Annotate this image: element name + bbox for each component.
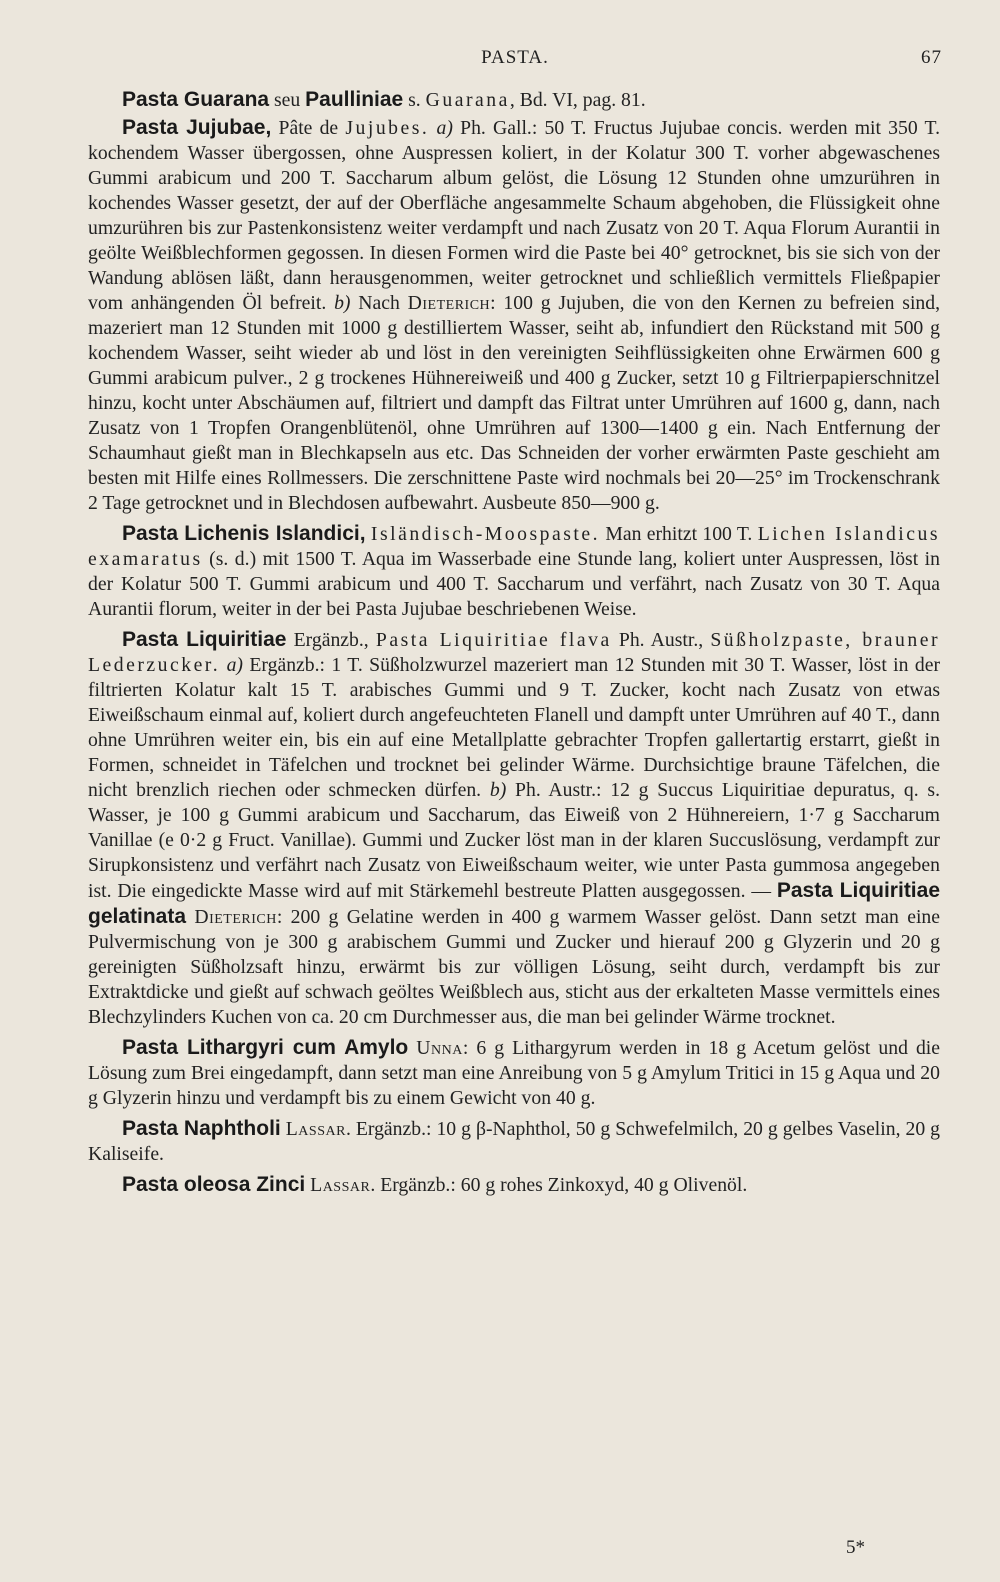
headword: Pasta Lichenis Islandici, (122, 522, 366, 545)
text-run: Ph. Gall.: 50 T. Fructus Jujubae concis. werden mit 350 T. kochendem Wasser übergossen, ohne Auspressen koliert, in der Kolatur 300 T. vorher abgewaschenes Gummi arabicum und 200 T. Saccharum album gelöst, die Lösung 12 Stunden ohne umzurühren in kochendes Wasser gesetzt, der auf der Oberfläche angesammelte Schaum abgehoben, die Flüssigkeit ohne umzurühren bis zur Pastenkonsistenz weiter verdampft und nach Zusatz von 20 T. Aqua Florum Aurantii in geölte Weißblechformen gegossen. In diesen Formen wird die Paste bei 40° getrocknet, bis sie sich von der Wandung ablösen läßt, dann herausgenommen, weiter getrocknet und schließlich vermittels Fließpapier vom anhängenden Öl befreit. (88, 117, 941, 314)
text-run: : 200 g Gelatine werden in 400 g warmem Wasser gelöst. Dann setzt man eine Pulvermischung von je 300 g arabischem Gummi und Zucker und hierauf 200 g Glyzerin und 20 g gereinigten Süßholzsaft hinzu, erwärmt bis zur völligen Lösung, seiht durch, verdampft bis zur Extraktdicke und gießt auf schwach geöltes Weißblech aus, sticht aus der erkalteten Masse vermittels eines Blechzylinders Kuchen von ca. 20 cm Durchmesser aus, die man bei gelinder Wärme trocknet. (88, 906, 940, 1028)
text-run: : 6 g Lithargyrum werden in 18 g Acetum gelöst und die Lösung zum Brei eingedampft, dann setzt man eine Anreibung von 5 g Amylum Tritici in 15 g Aqua und 20 g Glyzerin hinzu und verdampft bis zu einem Gewicht von 40 g. (88, 1037, 941, 1109)
text-run: (s. d.) mit 1500 T. Aqua im Wasserbade eine Stunde lang, koliert unter Auspressen, löst in der Kolatur 500 T. Gummi arabicum und 400 T. Saccharum und verfährt, nach Zusatz von 30 T. Aqua Aurantii florum, weiter in der bei Pasta Jujubae beschriebenen Weise. (88, 548, 940, 620)
text-run: Man erhitzt 100 T. (600, 523, 758, 545)
spaced-term: Süßholzpaste, brauner Lederzucker. (88, 629, 941, 676)
italic-marker: a) (429, 117, 453, 139)
headword: Pasta oleosa Zinci (122, 1173, 306, 1196)
entry-pasta-lichenis-islandici (88, 521, 940, 622)
entry-pasta-liquiritiae (88, 627, 940, 1030)
spaced-term: Lichen Islandicus examaratus (88, 523, 940, 570)
text-run: Ph. Austr.: 12 g Succus Liquiritiae depuratus, q. s. Wasser, je 100 g Gummi arabicum und Saccharum, das Eiweiß von 2 Hühnereiern, 1·7 g Saccharum Vanillae (e 0·2 g Fruct. Vanillae). Gummi und Zucker löst man in der klaren Succuslösung, verdampft zur Sirupkonsistenz und verfährt nach Zusatz von Eiweißschaum weiter, wie unter Pasta gummosa angegeben ist. Die eingedickte Masse wird auf mit Stärkemehl bestreute Platten ausgegossen. — (88, 779, 941, 902)
author-name: Lassar (285, 1118, 346, 1140)
text-run: . Ergänzb.: 10 g β-Naphthol, 50 g Schwefelmilch, 20 g gelbes Vaselin, 20 g Kaliseife. (88, 1118, 941, 1165)
author-name: Unna (416, 1037, 463, 1059)
running-header (88, 47, 942, 77)
running-title: PASTA. (481, 47, 549, 68)
italic-marker: b) (481, 779, 507, 801)
italic-marker: b) (326, 292, 351, 314)
author-name: Dieterich (407, 292, 491, 314)
headword: Pasta Jujubae, (122, 116, 272, 139)
entry-pasta-jujubae (88, 115, 940, 516)
page-number: 67 (921, 47, 942, 68)
headword: Pasta Guarana (122, 88, 270, 111)
author-name: Dieterich (194, 906, 277, 928)
signature-mark: 5* (846, 1537, 865, 1558)
text-run: Ergänzb.: 1 T. Süßholzwurzel mazeriert man 12 Stunden mit 30 T. Wasser, löst in der filtrierten Kolatur kalt 15 T. arabisches Gummi und 9 T. Zucker, kocht nach Zusatz von etwas Eiweißschaum einmal auf, koliert durch angefeuchteten Flanell und dampft unter Umrühren auf 40 T., dann ohne Umrühren weiter ein, bis ein auf eine Metallplatte gebrachter Tropfen gallertartig erstarrt, gießt in Formen, schneidet in Täfelchen und trocknet bei gelinder Wärme. Durchsichtige braune Täfelchen, die nicht brenzlich riechen oder schmecken dürfen. (88, 654, 941, 801)
headword: Pasta Naphtholi (122, 1117, 281, 1140)
entry-pasta-oleosa-zinci (88, 1172, 940, 1198)
headword-secondary: Pasta Liquiritiae gelatinata (88, 879, 941, 928)
headword: Pasta Liquiritiae (122, 628, 287, 651)
spaced-term: Jujubes. (345, 117, 430, 139)
spaced-term: Pasta Liquiritiae flava (375, 629, 612, 651)
italic-marker: a) (220, 654, 243, 676)
text-run: Ph. Austr., (611, 629, 711, 651)
text-run: : 100 g Jujuben, die von den Kernen zu befreien sind, mazeriert man 12 Stunden mit 1000 g destilliertem Wasser, seiht ab, infundiert den Rückstand mit 500 g kochendem Wasser, seiht wieder ab und löst in den vereinigten Seihflüssigkeiten ohne Erwärmen 600 g Gummi arabicum pulver., 2 g trockenes Hühnereiweiß und 400 g Zucker, setzt 10 g Filtrierpapierschnitzel hinzu, kocht unter Abschäumen auf, filtriert und dampft das Filtrat unter Umrühren auf 1600 g, dann, nach Zusatz von 1 Tropfen Orangenblütenöl, ohne Umrühren auf 1300—1400 g ein. Nach Entfernung der Schaumhaut gießt man in Blechkapseln aus etc. Das Schneiden der vorher erwärmten Paste geschieht am besten mit Hilfe eines Rollmessers. Die zerschnittene Paste wird nochmals bei 20—25° im Trockenschrank 2 Tage getrocknet und in Blechdosen aufbewahrt. Ausbeute 850—900 g. (88, 292, 941, 514)
entry-pasta-lithargyri (88, 1035, 940, 1111)
text-run: . Ergänzb.: 60 g rohes Zinkoxyd, 40 g Olivenöl. (370, 1174, 748, 1196)
headword: Pasta Lithargyri cum Amylo (122, 1036, 409, 1059)
author-name: Lassar (310, 1174, 371, 1196)
entry-pasta-guarana (88, 87, 940, 113)
text-run: Ergänzb., (286, 629, 376, 651)
spaced-term: Isländisch-Moospaste. (370, 523, 601, 545)
text-run: seu (269, 89, 306, 111)
entry-pasta-naphtholi (88, 1116, 940, 1167)
text-run: s. (403, 89, 426, 111)
text-run: , Bd. VI, pag. 81. (509, 89, 646, 111)
headword-secondary: Paulliniae (305, 88, 404, 111)
text-run: Nach (350, 292, 408, 314)
body-text (88, 87, 940, 1203)
text-run: Pâte de (271, 117, 346, 139)
spaced-term: Guarana (425, 89, 510, 111)
